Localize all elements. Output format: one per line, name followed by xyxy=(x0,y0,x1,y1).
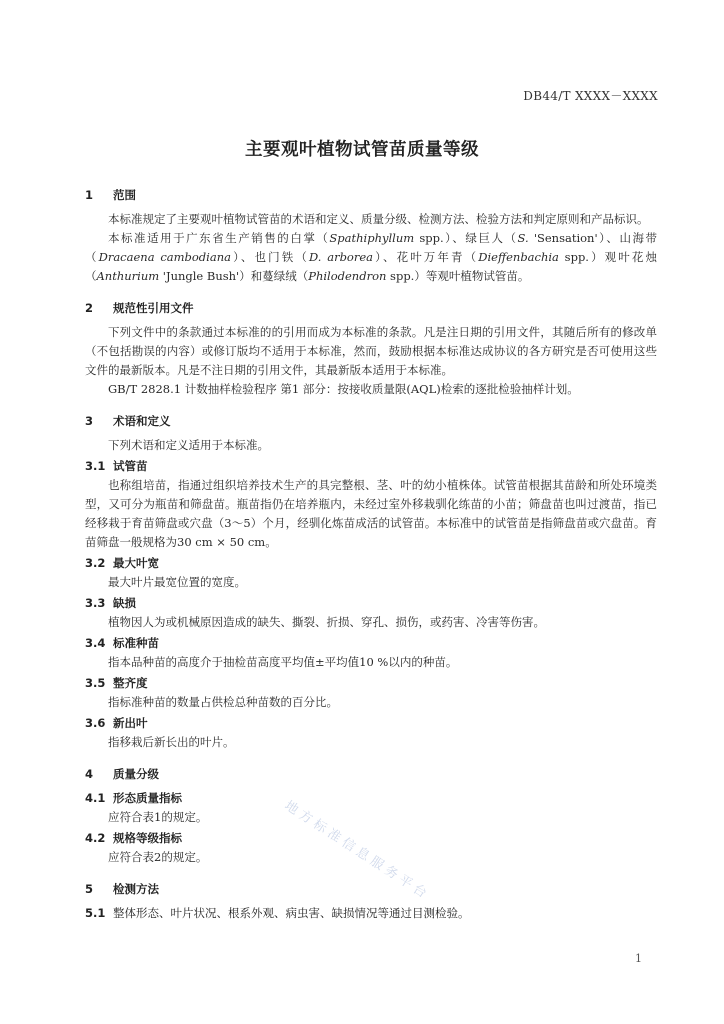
term-number: 3.3 xyxy=(85,596,106,610)
item-4-1-heading xyxy=(85,789,657,808)
term-number: 3.2 xyxy=(85,556,106,570)
item-number: 5.1 xyxy=(85,906,106,920)
term-3-6-heading xyxy=(85,714,657,733)
item-title: 规格等级指标 xyxy=(113,831,182,845)
term-title: 试管苗 xyxy=(113,459,148,473)
term-3-1-definition: 也称组培苗，指通过组织培养技术生产的具完整根、茎、叶的幼小植株体。试管苗根据其苗龄和所处环境类型，又可分为瓶苗和筛盘苗。瓶苗指仍在培养瓶内，未经过室外移栽驯化练苗的小苗；筛盘苗也叫过渡苗，指已经移栽于育苗筛盘或穴盘（3～5）个月，经驯化炼苗成活的试管苗。本标准中的试管苗是指筛盘苗或穴盘苗。育苗筛盘一般规格为30 cm × 50 cm。 xyxy=(85,478,657,549)
document-body xyxy=(85,186,657,923)
section-number: 2 xyxy=(85,301,94,315)
item-number: 4.1 xyxy=(85,791,106,805)
text-run: ）、也门铁（ xyxy=(230,250,309,264)
latin-name: Spathiphyllum xyxy=(329,231,415,245)
term-number: 3.5 xyxy=(85,676,106,690)
section-2-heading xyxy=(85,299,657,317)
latin-name: Dieffenbachia xyxy=(478,250,559,264)
text-run: spp.）观叶花烛（ xyxy=(85,250,658,283)
page-number: 1 xyxy=(635,952,642,965)
latin-name: Philodendron xyxy=(308,269,387,283)
section-title: 术语和定义 xyxy=(113,414,171,428)
term-title: 缺损 xyxy=(113,596,136,610)
text-run: 本标准适用于广东省生产销售的白掌（ xyxy=(108,231,330,245)
term-3-6-definition: 指移栽后新长出的叶片。 xyxy=(108,735,235,749)
section-title: 质量分级 xyxy=(113,767,159,781)
item-title: 形态质量指标 xyxy=(113,791,182,805)
text-run: ）、花叶万年青（ xyxy=(373,250,479,264)
item-4-1-text: 应符合表1的规定。 xyxy=(108,810,208,824)
section-number: 4 xyxy=(85,767,94,781)
section-1-heading xyxy=(85,186,657,204)
term-title: 标准种苗 xyxy=(113,636,159,650)
section-1-paragraph-1: 本标准规定了主要观叶植物试管苗的术语和定义、质量分级、检测方法、检验方法和判定原则和产品标识。 xyxy=(108,212,649,226)
term-number: 3.1 xyxy=(85,459,106,473)
section-title: 规范性引用文件 xyxy=(113,301,194,315)
text-run: spp.）等观叶植物试管苗。 xyxy=(386,269,530,283)
latin-name: D. arborea xyxy=(308,250,374,264)
term-3-3-heading xyxy=(85,594,657,613)
item-number: 4.2 xyxy=(85,831,106,845)
section-4-heading xyxy=(85,765,657,783)
term-3-2-heading xyxy=(85,554,657,573)
term-number: 3.4 xyxy=(85,636,106,650)
term-title: 最大叶宽 xyxy=(113,556,159,570)
term-title: 整齐度 xyxy=(113,676,148,690)
latin-name: Dracaena cambodiana xyxy=(98,250,231,264)
item-4-2-heading xyxy=(85,829,657,848)
term-3-3-definition: 植物因人为或机械原因造成的缺失、撕裂、折损、穿孔、损伤，或药害、冷害等伤害。 xyxy=(108,615,545,629)
watermark-text: 地方标准信息服务平台 xyxy=(281,798,433,904)
item-5-1 xyxy=(85,904,657,923)
text-run: 'Sensation'）、山海带（ xyxy=(85,231,657,264)
section-number: 5 xyxy=(85,882,94,896)
section-title: 范围 xyxy=(113,188,136,202)
document-title: 主要观叶植物试管苗质量等级 xyxy=(245,140,479,160)
latin-name: S. xyxy=(517,231,529,245)
section-2-paragraph-1: 下列文件中的条款通过本标准的的引用而成为本标准的条款。凡是注日期的引用文件，其随后所有的修改单（不包括勘误的内容）或修订版均不适用于本标准，然而，鼓励根据本标准达成协议的各方研究是否可使用这些文件的最新版本。凡是不注日期的引用文件，其最新版本适用于本标准。 xyxy=(85,325,657,377)
term-3-5-definition: 指标准种苗的数量占供检总种苗数的百分比。 xyxy=(108,695,338,709)
term-number: 3.6 xyxy=(85,716,106,730)
term-3-4-heading xyxy=(85,634,657,653)
section-5-heading xyxy=(85,880,657,898)
section-title: 检测方法 xyxy=(113,882,159,896)
section-3-heading xyxy=(85,412,657,430)
text-run: 'Jungle Bush'）和蔓绿绒（ xyxy=(159,269,309,283)
section-3-intro: 下列术语和定义适用于本标准。 xyxy=(108,438,269,452)
term-3-1-heading xyxy=(85,457,657,476)
term-title: 新出叶 xyxy=(113,716,148,730)
section-1-paragraph-2 xyxy=(85,229,657,286)
item-4-2-text: 应符合表2的规定。 xyxy=(108,850,208,864)
section-number: 3 xyxy=(85,414,94,428)
standard-code: DB44/T XXXX－XXXX xyxy=(523,89,658,103)
section-2-reference: GB/T 2828.1 计数抽样检验程序 第1 部分：按接收质量限(AQL)检索的逐批检验抽样计划。 xyxy=(108,382,579,396)
latin-name: Anthurium xyxy=(96,269,160,283)
term-3-2-definition: 最大叶片最宽位置的宽度。 xyxy=(108,575,246,589)
item-text: 整体形态、叶片状况、根系外观、病虫害、缺损情况等通过目测检验。 xyxy=(113,906,470,920)
term-3-5-heading xyxy=(85,674,657,693)
section-number: 1 xyxy=(85,188,94,202)
term-3-4-definition: 指本品种苗的高度介于抽检苗高度平均值±平均值10 %以内的种苗。 xyxy=(108,655,458,669)
text-run: spp.）、绿巨人（ xyxy=(414,231,518,245)
